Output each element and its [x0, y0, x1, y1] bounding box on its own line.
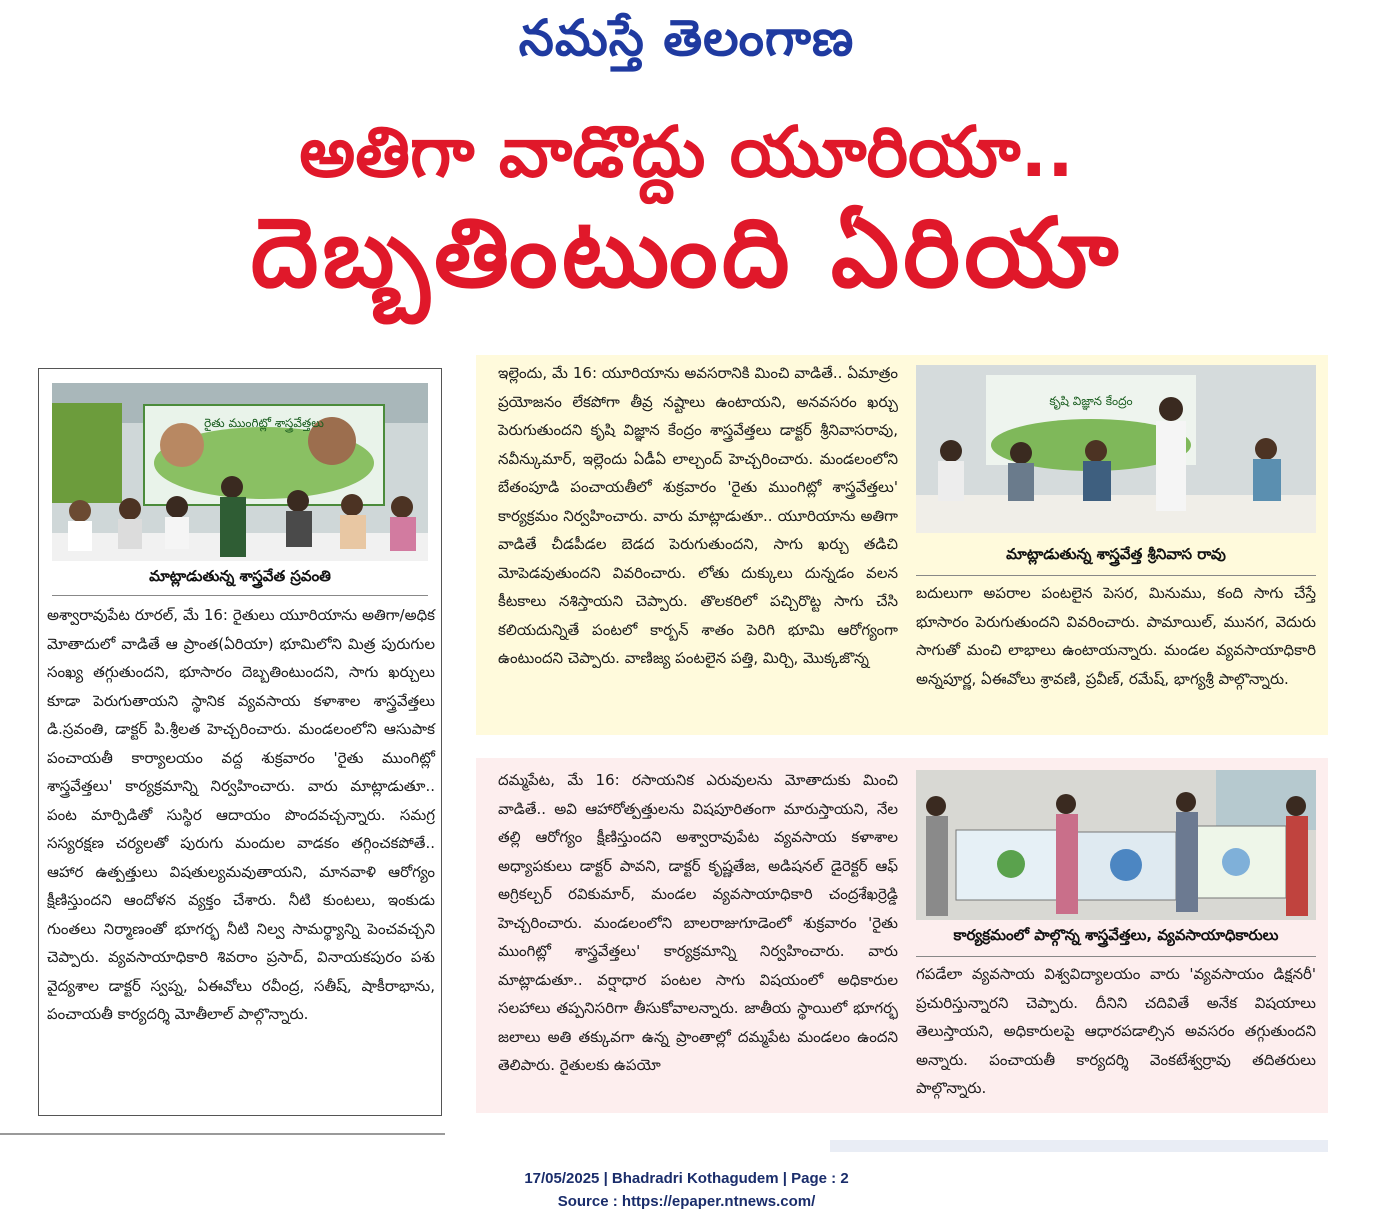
- pink-story-box: [476, 758, 1328, 1113]
- left-photo-banner-text: రైతు ముంగిట్లో శాస్త్రవేత్తలు: [204, 416, 324, 430]
- bottom-right-band: [830, 1140, 1328, 1152]
- pink-caption-divider: [916, 956, 1316, 957]
- yellow-story-photo: [916, 365, 1316, 533]
- headline-line-2: దెబ్బతింటుంది ఏరియా: [250, 197, 1123, 309]
- left-caption-divider: [52, 595, 428, 596]
- yellow-photo-caption: మాట్లాడుతున్న శాస్త్రవేత్త శ్రీనివాస రావు: [1006, 545, 1226, 563]
- left-story-photo: [52, 383, 428, 561]
- newspaper-masthead: నమస్తే తెలంగాణ: [518, 8, 855, 67]
- bottom-left-rule: [0, 1133, 445, 1135]
- left-story-body: అశ్వారావుపేట రూరల్, మే 16: రైతులు యూరియాను అతిగా/అధిక మోతాదులో వాడితే ఆ ప్రాంత(ఏరియా) భూమిలోని మిత్ర పురుగుల సంఖ్య తగ్గుతుందని, భూసారం దెబ్బతింటుందని, సాగు ఖర్చులు కూడా పెరుగుతాయని స్థానిక వ్యవసాయ కళాశాల శాస్త్రవేత్తలు డి.స్రవంతి, డాక్టర్ పి.శ్రీలత హెచ్చరించారు. మండలంలోని ఆసుపాక పంచాయతీ కార్యాలయం వద్ద శుక్రవారం 'రైతు ముంగిట్లో శాస్త్రవేత్తలు' కార్యక్రమాన్ని నిర్వహించారు. వారు మాట్లాడుతూ.. పంట మార్పిడితో సుస్థిర ఆదాయం పొందవచ్చన్నారు. సమగ్ర సస్యరక్షణ చర్యలతో పురుగు మందుల వాడకం తగ్గించకపోతే.. ఆహార ఉత్పత్తులు విషతుల్యమవుతాయని, మానవాళి ఆరోగ్యం క్షీణిస్తుందని ఆందోళన వ్యక్తం చేశారు. నీటి కుంటలు, ఇంకుడు గుంతలు నిర్మాణంతో భూగర్భ నీటి నిల్వ సామర్థ్యాన్ని పెంచవచ్చని చెప్పారు. వ్యవసాయాధికారి శివరాం ప్రసాద్, వినాయకపురం పశు వైద్యశాల డాక్టర్ స్వప్న, ఏఈవోలు రవీంద్ర, సతీష్, షాకీరాభాను, పంచాయతీ కార్యదర్శి మోతీలాల్ పాల్గొన్నారు.: [47, 606, 435, 1023]
- yellow-photo-banner-text: కృషి విజ్ఞాన కేంద్రం: [1049, 394, 1133, 408]
- left-story-box: [38, 368, 442, 1116]
- yellow-story-box: [476, 355, 1328, 735]
- source-link[interactable]: Source : https://epaper.ntnews.com/: [557, 1193, 816, 1210]
- pink-story-body-left: దమ్మపేట, మే 16: రసాయనిక ఎరువులను మోతాదుకు మించి వాడితే.. అవి ఆహారోత్పత్తులను విషపూరితంగా మారుస్తాయని, నేల తల్లి ఆరోగ్యం క్షీణిస్తుందని అశ్వారావుపేట వ్యవసాయ కళాశాల అధ్యాపకులు డాక్టర్ పావని, డాక్టర్ కృష్ణతేజ, అడిషనల్ డైరెక్టర్ ఆఫ్ అగ్రికల్చర్ రవికుమార్, మండల వ్యవసాయాధికారి చంద్రశేఖర్రెడ్డి హెచ్చరించారు. మండలంలోని బాలరాజుగూడెంలో శుక్రవారం 'రైతు ముంగిట్లో శాస్త్రవేత్తలు' కార్యక్రమాన్ని నిర్వహించారు. వారు మాట్లాడుతూ.. వర్షాధార పంటల సాగు విషయంలో అధికారుల సలహాలు తప్పనిసరిగా తీసుకోవాలన్నారు. జాతీయ స్థాయిలో భూగర్భ జలాలు అతి తక్కువగా ఉన్న ప్రాంతాల్లో దమ్మపేట మండలం ఉందని తెలిపారు. రైతులకు ఉపయో: [498, 771, 898, 1074]
- edition-info: 17/05/2025 | Bhadradri Kothagudem | Page : 2: [524, 1170, 849, 1187]
- pink-story-body-right: గపడేలా వ్యవసాయ విశ్వవిద్యాలయం వారు 'వ్యవసాయం డిక్షనరీ' ప్రచురిస్తున్నారని చెప్పారు. దీనిని చదివితే అనేక విషయాలు తెలుస్తాయని, అధికారులపై ఆధారపడాల్సిన అవసరం తగ్గుతుందని అన్నారు. పంచాయతీ కార్యదర్శి వెంకటేశ్వర్రావు తదితరులు పాల్గొన్నారు.: [916, 965, 1316, 1097]
- yellow-story-body-right: బదులుగా అపరాల పంటలైన పెసర, మినుము, కంది సాగు చేస్తే భూసారం పెరుగుతుందని వివరించారు. పామాయిల్, మునగ, వెదురు సాగుతో మంచి లాభాలు ఉంటాయన్నారు. మండల వ్యవసాయాధికారి అన్నపూర్ణ, ఏఈవోలు శ్రావణి, ప్రవీణ్, రమేష్, భాగ్యశ్రీ పాల్గొన్నారు.: [916, 584, 1316, 688]
- headline-line-1: అతిగా వాడొద్దు యూరియా..: [299, 111, 1074, 193]
- pink-photo-caption: కార్యక్రమంలో పాల్గొన్న శాస్త్రవేత్తలు, వ్యవసాయాధికారులు: [953, 926, 1279, 944]
- left-photo-caption: మాట్లాడుతున్న శాస్త్రవేత స్రవంతి: [149, 567, 331, 585]
- pink-story-photo: [916, 770, 1316, 920]
- yellow-story-body-left: ఇల్లెందు, మే 16: యూరియాను అవసరానికి మించి వాడితే.. ఏమాత్రం ప్రయోజనం లేకపోగా తీవ్ర నష్టాలు ఉంటాయని, అనవసరం ఖర్చు పెరుగుతుందని కృషి విజ్ఞాన కేంద్రం శాస్త్రవేత్తలు డాక్టర్ శ్రీనివాసరావు, నవీన్కుమార్, ఇల్లెందు ఏడీఏ లాల్చంద్ హెచ్చరించారు. మండలంలోని బేతంపూడి పంచాయతీలో శుక్రవారం 'రైతు ముంగిట్లో శాస్త్రవేత్తలు' కార్యక్రమం నిర్వహించారు. వారు మాట్లాడుతూ.. యూరియాను అతిగా వాడితే చీడపీడల బెడద పెరుగుతుందని, సాగు ఖర్చు తడిచి మోపెడవుతుందని వివరించారు. లోతు దుక్కులు దున్నడం వలన కీటకాలు నశిస్తాయని చెప్పారు. తొలకరిలో పచ్చిరొట్ట సాగు చేసి కలియదున్నితే పంటలో కార్బన్ శాతం పెరిగి భూమి ఆరోగ్యంగా ఉంటుందని చెప్పారు. వాణిజ్య పంటలైన పత్తి, మిర్చి, మొక్కజొన్న: [498, 364, 898, 667]
- yellow-caption-divider: [916, 575, 1316, 576]
